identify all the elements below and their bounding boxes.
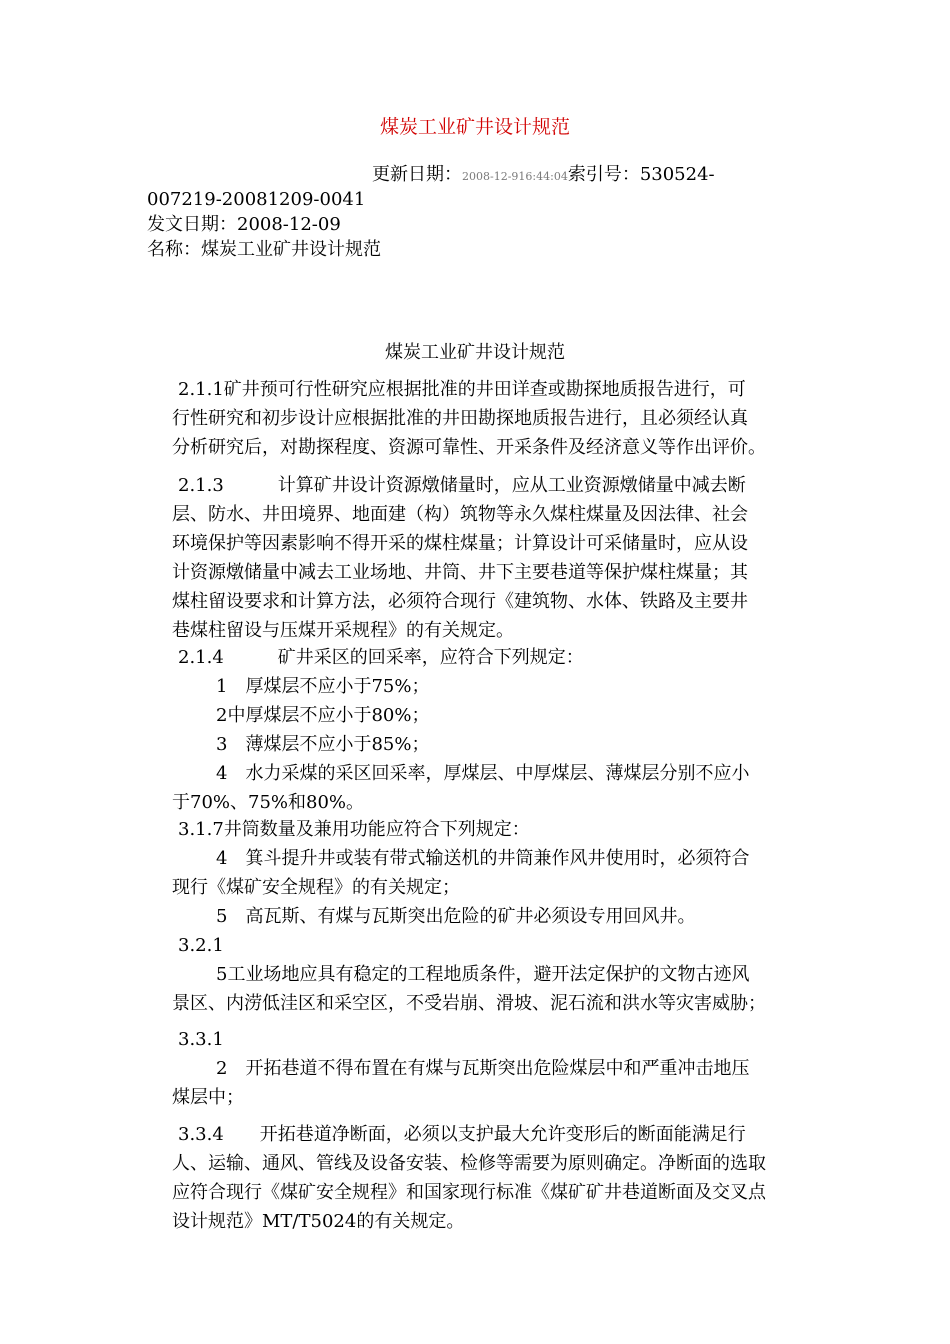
text-line: 3.1.7井筒数量及兼用功能应符合下列规定： xyxy=(178,819,530,840)
text-line: 现行《煤矿安全规程》的有关规定； xyxy=(172,877,460,898)
text-line: 4 箕斗提升井或装有带式输送机的井筒兼作风井使用时，必须符合 xyxy=(216,848,750,869)
section-2-1-4 xyxy=(172,643,749,817)
update-value: 2008-12-916:44:04 xyxy=(462,170,568,183)
doc-name: 名称：煤炭工业矿井设计规范 xyxy=(147,239,381,260)
section-3-3-1 xyxy=(172,1025,749,1112)
section-3-2-1 xyxy=(172,931,766,1018)
text-line: 3 薄煤层不应小于85%； xyxy=(216,734,430,755)
text-line: 巷煤柱留设与压煤开采规程》的有关规定。 xyxy=(172,620,514,641)
section-2-1-3 xyxy=(172,471,748,645)
section-3-3-4 xyxy=(172,1120,766,1236)
section-2-1-1 xyxy=(172,375,766,462)
text-line: 3.2.1 xyxy=(178,935,224,956)
issue-date: 发文日期：2008-12-09 xyxy=(147,214,341,235)
text-line: 2.1.3 计算矿井设计资源燉储量时，应从工业资源燉储量中减去断 xyxy=(178,475,746,496)
body-heading: 煤炭工业矿井设计规范 xyxy=(385,342,565,363)
text-line: 3.3.4 开拓巷道净断面，必须以支护最大允许变形后的断面能满足行 xyxy=(178,1124,746,1145)
text-line: 计资源燉储量中减去工业场地、井筒、井下主要巷道等保护煤柱煤量；其 xyxy=(172,562,748,583)
text-line: 煤柱留设要求和计算方法，必须符合现行《建筑物、水体、铁路及主要井 xyxy=(172,591,748,612)
update-line xyxy=(372,162,715,190)
text-line: 1 厚煤层不应小于75%； xyxy=(216,676,430,697)
text-line: 设计规范》MT/T5024的有关规定。 xyxy=(172,1211,465,1232)
text-line: 于70%、75%和80%。 xyxy=(172,792,365,813)
index-label: 索引号：530524- xyxy=(567,164,715,185)
text-line: 景区、内涝低洼区和采空区，不受岩崩、滑坡、泥石流和洪水等灾害威胁； xyxy=(172,993,766,1014)
text-line: 煤层中； xyxy=(172,1087,244,1108)
text-line: 5 高瓦斯、有煤与瓦斯突出危险的矿井必须设专用回风井。 xyxy=(216,906,696,927)
section-3-1-7 xyxy=(172,815,749,931)
index-continuation: 007219-20081209-0041 xyxy=(147,189,366,210)
text-line: 分析研究后，对勘探程度、资源可靠性、开采条件及经济意义等作出评价。 xyxy=(172,437,766,458)
text-line: 2中厚煤层不应小于80%； xyxy=(216,705,430,726)
text-line: 层、防水、井田境界、地面建（构）筑物等永久煤柱煤量及因法律、社会 xyxy=(172,504,748,525)
text-line: 应符合现行《煤矿安全规程》和国家现行标准《煤矿矿井巷道断面及交叉点 xyxy=(172,1182,766,1203)
text-line: 人、运输、通风、管线及设备安装、检修等需要为原则确定。净断面的选取 xyxy=(172,1153,766,1174)
text-line: 环境保护等因素影响不得开采的煤柱煤量；计算设计可采储量时，应从设 xyxy=(172,533,748,554)
document-title: 煤炭工业矿井设计规范 xyxy=(379,116,570,138)
text-line: 5工业场地应具有稳定的工程地质条件，避开法定保护的文物古迹风 xyxy=(216,964,750,985)
text-line: 2 开拓巷道不得布置在有煤与瓦斯突出危险煤层中和严重冲击地压 xyxy=(216,1058,750,1079)
text-line: 3.3.1 xyxy=(178,1029,224,1050)
text-line: 4 水力采煤的采区回采率，厚煤层、中厚煤层、薄煤层分别不应小 xyxy=(216,763,750,784)
text-line: 行性研究和初步设计应根据批准的井田勘探地质报告进行，且必须经认真 xyxy=(172,408,748,429)
text-line: 2.1.4 矿井采区的回采率，应符合下列规定： xyxy=(178,647,584,668)
text-line: 2.1.1矿井预可行性研究应根据批准的井田详查或勘探地质报告进行，可 xyxy=(178,379,746,400)
update-label: 更新日期： xyxy=(372,164,462,185)
